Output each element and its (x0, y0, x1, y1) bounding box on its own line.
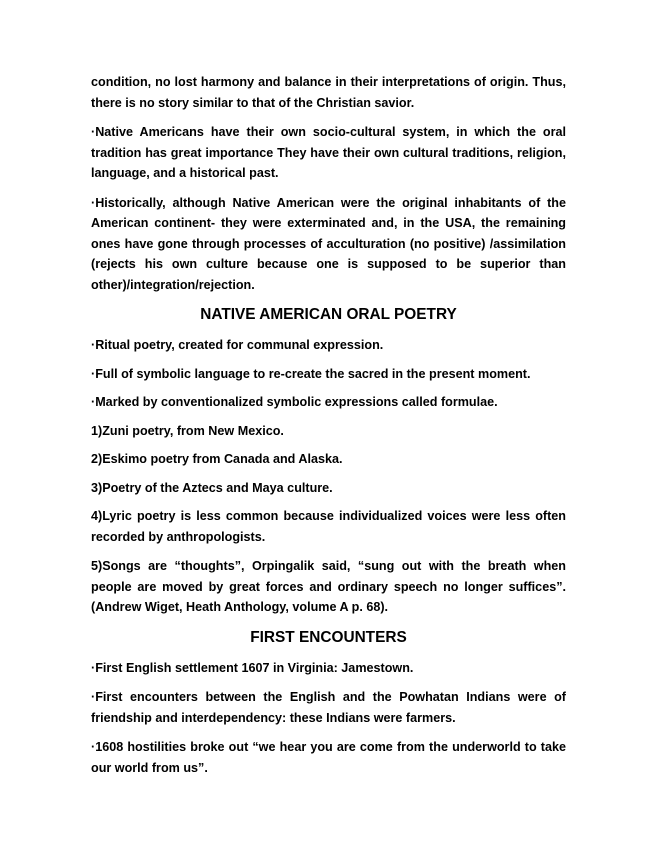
heading-oral-poetry: NATIVE AMERICAN ORAL POETRY (200, 306, 457, 323)
list-item: 3)Poetry of the Aztecs and Maya culture. (91, 480, 333, 495)
paragraph-origin: condition, no lost harmony and balance in their interpretations of origin. Thus, there is no story similar to that of the Christian savior. (91, 75, 566, 110)
list-item: 5)Songs are “thoughts”, Orpingalik said, “sung out with the breath when people are moved by great forces and ordinary speech no longer suffices”. (Andrew Wiget, Heath Anthology, volume A p. 68). (91, 559, 566, 614)
document-page (91, 72, 566, 787)
list-item: 1)Zuni poetry, from New Mexico. (91, 423, 284, 438)
list-item: ·1608 hostilities broke out “we hear you are come from the underworld to take our world from us”. (91, 740, 566, 775)
list-item: ·First encounters between the English and the Powhatan Indians were of friendship and interdependency: these Indians were farmers. (91, 690, 566, 725)
list-item: ·First English settlement 1607 in Virginia: Jamestown. (91, 660, 414, 675)
paragraph-socio-cultural: ·Native Americans have their own socio-cultural system, in which the oral tradition has great importance They have their own cultural traditions, religion, language, and a historical past. (91, 125, 566, 180)
list-item: ·Full of symbolic language to re-create the sacred in the present moment. (91, 366, 531, 381)
list-item: ·Marked by conventionalized symbolic expressions called formulae. (91, 395, 498, 409)
paragraph-history: ·Historically, although Native American were the original inhabitants of the American continent- they were exterminated and, in the USA, the remaining ones have gone through processes of acculturation (no positive) /assimilation (rejects his own culture because one is supposed to be superior than other)/integration/rejection. (91, 195, 566, 292)
heading-first-encounters: FIRST ENCOUNTERS (250, 628, 407, 646)
list-item: 2)Eskimo poetry from Canada and Alaska. (91, 452, 343, 466)
list-item: ·Ritual poetry, created for communal expression. (91, 338, 384, 352)
list-item: 4)Lyric poetry is less common because individualized voices were less often recorded by anthropologists. (91, 509, 566, 544)
